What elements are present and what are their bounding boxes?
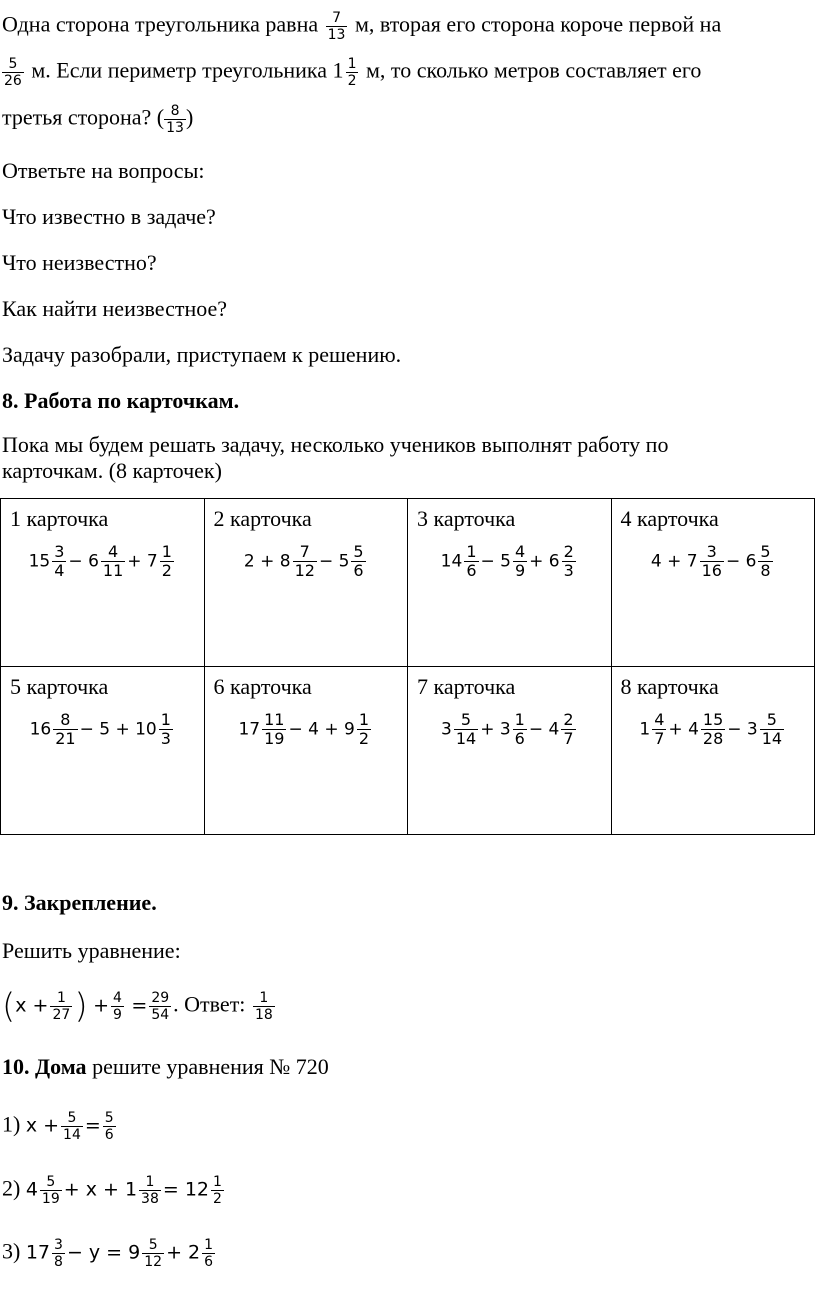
fraction: $\frac{1}{2}$ bbox=[347, 56, 357, 89]
card-title: 3 карточка bbox=[417, 506, 516, 531]
section-8-text-1: Пока мы будем решать задачу, несколько учеников выполнят работу по bbox=[2, 432, 669, 457]
fraction: $\frac{5}{26}$ bbox=[4, 56, 22, 89]
card-title: 5 карточка bbox=[10, 674, 109, 699]
card-expression: 3 $\frac{5}{14}$ + 3 $\frac{1}{6}$ − 4 $\frac{2}{7}$ bbox=[441, 710, 574, 748]
card-title: 2 карточка bbox=[213, 506, 312, 531]
analysis-done: Задачу разобрали, приступаем к решению. bbox=[2, 342, 402, 367]
card-title: 1 карточка bbox=[10, 506, 109, 531]
card-3 bbox=[408, 499, 612, 667]
card-2 bbox=[204, 499, 408, 667]
card-expression: 1 $\frac{4}{7}$ + 4 $\frac{15}{28}$ − 3 $\frac{5}{14}$ bbox=[639, 710, 783, 748]
card-title: 4 карточка bbox=[620, 506, 719, 531]
question-2: Что неизвестно? bbox=[2, 250, 157, 275]
card-expression: 15 $\frac{3}{4}$ − 6 $\frac{4}{11}$ + 7 $\frac{1}{2}$ bbox=[28, 542, 172, 580]
card-1 bbox=[1, 499, 205, 667]
card-8 bbox=[611, 667, 815, 835]
question-1: Что известно в задаче? bbox=[2, 204, 216, 229]
card-5 bbox=[1, 667, 205, 835]
questions-intro: Ответьте на вопросы: bbox=[2, 158, 205, 183]
fraction: $\frac{8}{13}$ bbox=[166, 103, 184, 136]
card-title: 8 карточка bbox=[620, 674, 719, 699]
section-9-text: Решить уравнение: bbox=[2, 938, 181, 963]
card-6 bbox=[204, 667, 408, 835]
problem-line-1: Одна сторона треугольника равна $\frac{7}{13}$ м, вторая его сторона короче первой на bbox=[2, 10, 722, 43]
section-9-equation: (x + $\frac{1}{27}$ ) + $\frac{4}{9}$ = $\frac{29}{54}$ . Ответ: $\frac{1}{18}$ bbox=[2, 986, 273, 1027]
cards-table bbox=[0, 498, 815, 835]
question-3: Как найти неизвестное? bbox=[2, 296, 228, 321]
answer-fraction: $\frac{1}{18}$ bbox=[254, 990, 273, 1023]
card-expression: 2 + 8 $\frac{7}{12}$ − 5 $\frac{5}{6}$ bbox=[243, 542, 364, 580]
homework-equation-3: 3) 17 $\frac{3}{8}$ − y = 9 $\frac{5}{12}$ + 2 $\frac{1}{6}$ bbox=[2, 1237, 214, 1270]
fraction: $\frac{7}{13}$ bbox=[327, 10, 346, 43]
homework-equation-2: 2) 4 $\frac{5}{19}$ + x + 1 $\frac{1}{38}$ = 12 $\frac{1}{2}$ bbox=[2, 1174, 222, 1207]
section-8-text-2: карточкам. (8 карточек) bbox=[2, 458, 222, 483]
problem-line-3: третья сторона? ( $\frac{8}{13}$ ) bbox=[2, 103, 194, 136]
answer-label: . Ответ: bbox=[173, 991, 246, 1017]
problem-line-2: $\frac{5}{26}$ м. Если периметр треугольника 1 $\frac{1}{2}$ м, то сколько метров составляет его bbox=[4, 56, 702, 89]
card-title: 6 карточка bbox=[213, 674, 312, 699]
section-8-heading: 8. Работа по карточкам. bbox=[2, 388, 240, 413]
card-7 bbox=[408, 667, 612, 835]
card-expression: 17 $\frac{11}{19}$ − 4 + 9 $\frac{1}{2}$ bbox=[238, 710, 370, 748]
homework-equation-1: 1) x + $\frac{5}{14}$ = $\frac{5}{6}$ bbox=[2, 1110, 114, 1143]
card-expression: 4 + 7 $\frac{3}{16}$ − 6 $\frac{5}{8}$ bbox=[650, 542, 771, 580]
card-4 bbox=[611, 499, 815, 667]
section-10-heading: 10. Дома решите уравнения № 720 bbox=[2, 1054, 329, 1079]
card-expression: 14 $\frac{1}{6}$ − 5 $\frac{4}{9}$ + 6 $\frac{2}{3}$ bbox=[440, 542, 574, 580]
card-title: 7 карточка bbox=[417, 674, 516, 699]
section-9-heading: 9. Закрепление. bbox=[2, 890, 157, 915]
card-expression: 16 $\frac{8}{21}$ − 5 + 10 $\frac{1}{3}$ bbox=[29, 710, 171, 748]
